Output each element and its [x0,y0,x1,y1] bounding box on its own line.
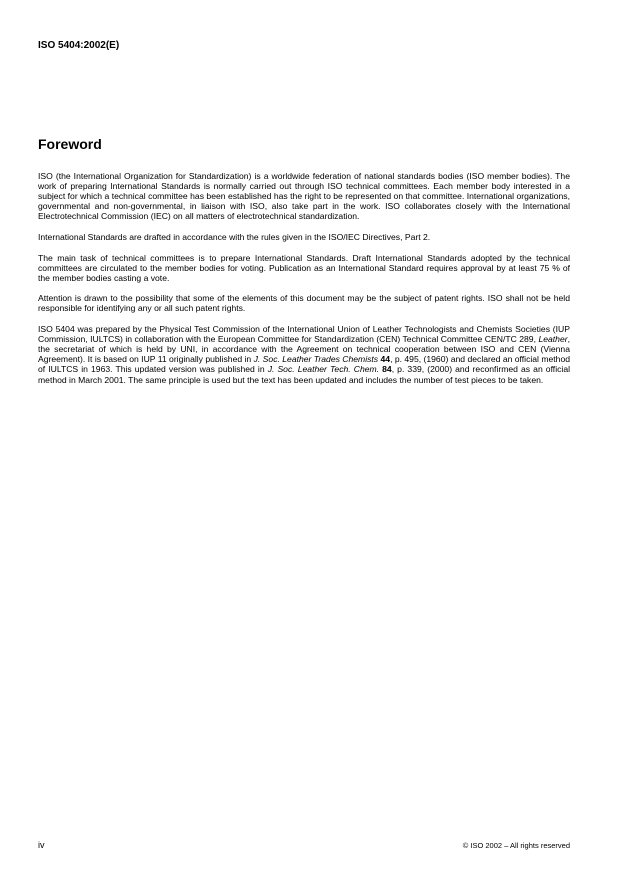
history-text-3: , p. 495, (1960) and declared an official method of IULTCS in 1963. This updated version was published in [38,354,571,375]
paragraph-committee-task: The main task of technical committees is to prepare International Standards. Draft International Standards adopted by the technical committees are circulated to the member bodies for voting. Publication as an International Standard requires approval by at least 75 % of the member bodies casting a vote. [38,252,570,283]
history-text-4: , p. 339, (2000) and reconfirmed as an official method in March 2001. The same principle is used but the text has been updated and includes the number of test pieces to be taken. [38,364,571,385]
journal-volume-2: 84 [382,364,392,375]
foreword-body [38,171,570,395]
journal-name-1: J. Soc. Leather Trades Chemists [253,354,379,365]
committee-name-italic: Leather [538,334,568,345]
paragraph-iso-5404-history [38,324,570,385]
document-id-header: ISO 5404:2002(E) [38,40,120,51]
section-title: Foreword [38,136,102,152]
paragraph-iso-federation: ISO (the International Organization for Standardization) is a worldwide federation of national standards bodies (ISO member bodies). The work of preparing International Standards is normally carried out through ISO technical committees. Each member body interested in a subject for which a technical committee has been established has the right to be represented on that committee. International organizations, governmental and non-governmental, in liaison with ISO, also take part in the work. ISO collaborates closely with the International Electrotechnical Commission (IEC) on all matters of electrotechnical standardization. [38,171,570,222]
paragraph-directives: International Standards are drafted in accordance with the rules given in the ISO/IEC Directives, Part 2. [38,231,431,242]
history-text-1: ISO 5404 was prepared by the Physical Test Commission of the International Union of Leather Technologists and Chemists Societies (IUP Commission, IULTCS) in collaboration with the European Committee for Standardization (CEN) Technical Committee CEN/TC 289, [38,324,570,345]
page-number: iv [38,840,45,850]
paragraph-patent-rights: Attention is drawn to the possibility that some of the elements of this document may be the subject of patent rights. ISO shall not be held responsible for identifying any or all such patent rights. [38,293,570,314]
copyright-notice: © ISO 2002 – All rights reserved [462,841,570,850]
journal-name-2: J. Soc. Leather Tech. Chem. [267,364,380,375]
journal-volume-1: 44 [380,354,391,365]
history-text-2: , the secretariat of which is held by UNI, in accordance with the Agreement on technical cooperation between ISO and CEN (Vienna Agreement). It is based on IUP 11 originally published in [38,334,570,365]
